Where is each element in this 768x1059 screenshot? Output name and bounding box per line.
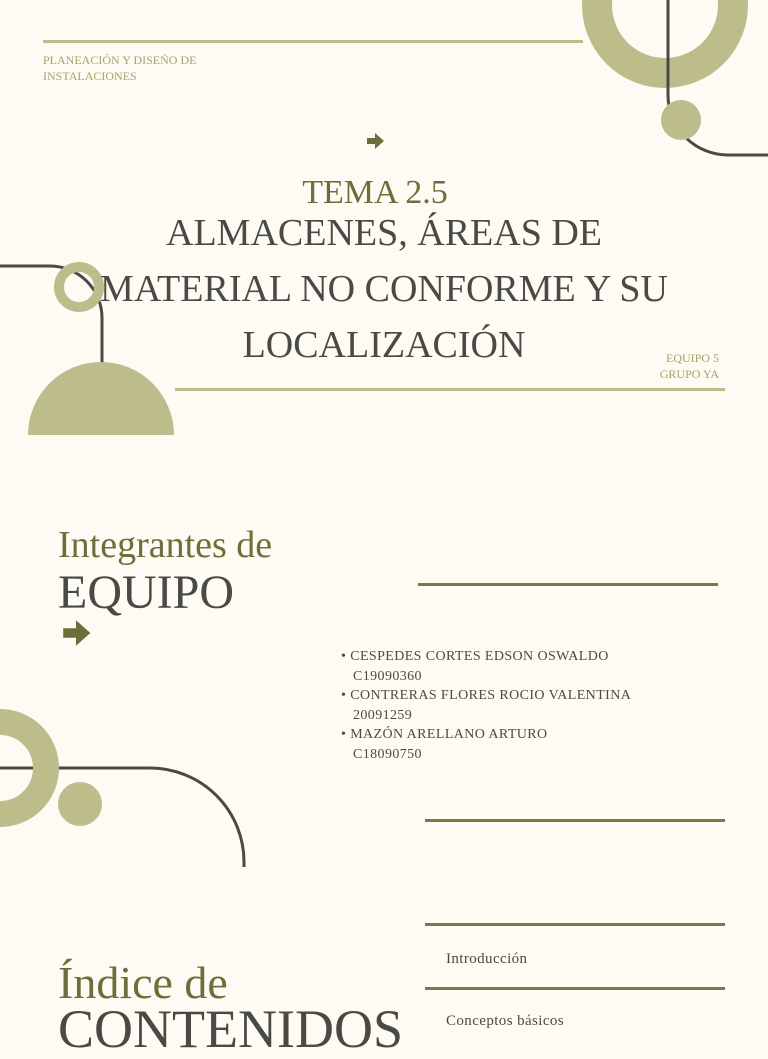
member-item: • CESPEDES CORTES EDSON OSWALDO: [341, 649, 609, 664]
team-info: [600, 350, 719, 382]
topic-label: TEMA 2.5: [302, 174, 448, 211]
team-slide: [0, 435, 768, 867]
top-rule: [43, 40, 583, 43]
title-line-2: MATERIAL NO CONFORME Y SU: [100, 268, 668, 310]
team-bottom-rule: [425, 819, 725, 822]
title-line-1: ALMACENES, ÁREAS DE: [166, 212, 602, 254]
team-rule: [418, 583, 718, 586]
member-item: • MAZÓN ARELLANO ARTURO: [341, 727, 548, 742]
index-slide: [0, 867, 768, 1059]
member-item: • CONTRERAS FLORES ROCIO VALENTINA: [341, 688, 632, 703]
decorative-shapes-top-right: [560, 0, 768, 170]
decorative-shapes-bottom-left: [0, 705, 250, 867]
arrow-right-icon: [365, 131, 385, 151]
member-list: [341, 647, 631, 764]
bottom-rule: [175, 388, 725, 391]
team-heading-small: Integrantes de: [58, 524, 273, 566]
team-label: EQUIPO 5: [666, 351, 719, 365]
member-id: C18090750: [353, 746, 422, 762]
title-slide: [0, 0, 768, 435]
member-id: C19090360: [353, 668, 422, 684]
index-top-rule: [425, 923, 725, 926]
slide-title: [0, 205, 768, 373]
index-item-2: Conceptos básicos: [446, 1013, 565, 1029]
member-id: 20091259: [353, 707, 413, 723]
index-heading-big: CONTENIDOS: [58, 999, 403, 1059]
team-heading-big: EQUIPO: [58, 566, 234, 619]
arrow-right-icon: [60, 617, 92, 649]
title-line-3: LOCALIZACIÓN: [242, 324, 526, 366]
index-heading-small: Índice de: [58, 957, 228, 1008]
group-label: GRUPO YA: [659, 367, 719, 381]
index-item-1: Introducción: [446, 951, 528, 967]
course-name: PLANEACIÓN Y DISEÑO DE INSTALACIONES: [43, 53, 197, 83]
index-rule-2: [425, 987, 725, 990]
